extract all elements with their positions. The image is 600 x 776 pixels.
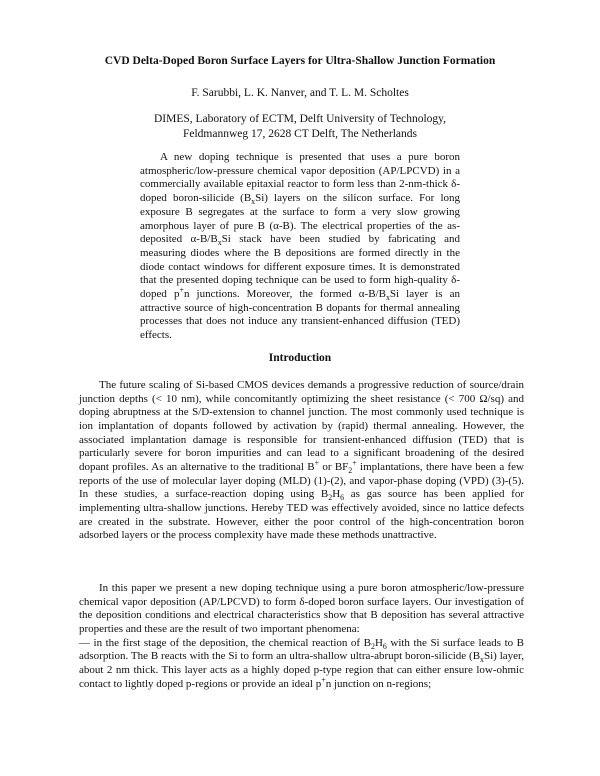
subscript-2: 2 [328,493,333,503]
p2-text-e: Si) layer, about 2 nm thick. This layer acts as a highly doped p-type region that can either ensure low-ohmic contact to lightly doped p-regions or provide an ideal p [79,650,524,690]
abstract-text-1: A new doping technique is presented that uses a pure boron atmospheric/low-pressure chemical vapor deposition (AP/LPCVD) in a commercially available epitaxial reactor to form less than 2-nm-thick δ-doped boron-silicide (B [140,151,460,205]
abstract-text-5: Si layer is an attractive source of high-concentration B dopants for thermal annealing processes that does not induce any transient-enhanced diffusion (TED) effects. [140,288,460,342]
superscript-plus: + [352,458,357,468]
affiliation [60,112,540,141]
subscript-6: 6 [382,641,387,651]
subscript-x: x [385,293,390,303]
paper-title: CVD Delta-Doped Boron Surface Layers for Ultra-Shallow Junction Formation [104,55,496,67]
affiliation-line-2: Feldmannweg 17, 2628 CT Delft, The Netherlands [182,127,417,140]
subscript-2: 2 [348,466,353,476]
superscript-plus: + [179,285,184,295]
intro-paragraph-2 [79,582,524,691]
superscript-plus: + [321,674,326,684]
abstract-text-3: Si stack have been studied by fabricating and measuring diodes where the B depositions are formed directly in the diode contact windows for different exposure times. It is demonstrated that the presented doping technique can be used to form high-quality δ-doped p [140,233,460,301]
subscript-x: x [251,197,256,207]
intro-paragraph-1 [79,379,524,543]
p2-text-d: with the Si surface leads to B adsorption. The B reacts with the Si to form an ultra-shallow ultra-abrupt boron-silicide (B [79,636,525,663]
superscript-plus: + [314,458,320,468]
affiliation-line-1: DIMES, Laboratory of ECTM, Delft University of Technology, [153,113,447,125]
p2-text-a: In this paper we present a new doping technique using a pure boron atmospheric/low-pressure chemical vapor deposition (AP/LPCVD) to form δ-doped boron surface layers. Our investigation of the deposition conditions and electrical characteristics show that B deposition has several attractive properties and these are the result of two important phenomena: [79,582,524,635]
p2-text-b: — in the first stage of the deposition, the chemical reaction of B [79,636,371,649]
p2-text-c: H [374,636,383,649]
subscript-6: 6 [340,493,345,503]
abstract-text-4: n junctions. Moreover, the formed α-B/B [183,288,386,301]
subscript-x: x [480,655,484,665]
p1-text-c: implantations, there have been a few reports of the use of molecular layer doping (MLD) (1)-(2), and vapor-phase doping (VPD) (3)-(5). In these studies, a surface-reaction doping using B [79,460,524,501]
p1-text-b: or BF [319,460,349,473]
p1-text-a: The future scaling of Si-based CMOS devices demands a progressive reduction of source/drain junction depths (< 10 nm), while concomitantly optimizing the sheet resistance (< 700 Ω/sq) and doping abruptness at the S/D-extension to channel junction. The most commonly used technique is ion implantation of dopants followed by activation by (rapid) thermal annealing. However, the associated implantation damage is responsible for transient-enhanced diffusion (TED) that is particularly severe for boron impurities and can lead to a significant broadening of the desired dopant profiles. As an alternative to the traditional B [79,379,524,473]
abstract [140,151,460,343]
subscript-x: x [217,238,222,248]
author-list: F. Sarubbi, L. K. Nanver, and T. L. M. Scholtes [191,87,409,99]
abstract-text-2: Si) layers on the silicon surface. For long exposure B segregates at the surface to form a very slow growing amorphous layer of pure B (α-B). The electrical properties of the as-deposited α-B/B [140,192,460,246]
p1-text-d: H [332,488,341,501]
p1-text-e: as gas source has been applied for implementing ultra-shallow junctions. Hereby TED was effectively avoided, since no lattice defects are created in the substrate. However, either the poor control of the high-concentration boron adsorbed layers or the process complexity have made these methods unattractive. [79,488,524,542]
p2-text-f: n junction on n-regions; [325,677,432,690]
subscript-2: 2 [370,641,375,651]
section-heading-introduction: Introduction [268,352,332,364]
